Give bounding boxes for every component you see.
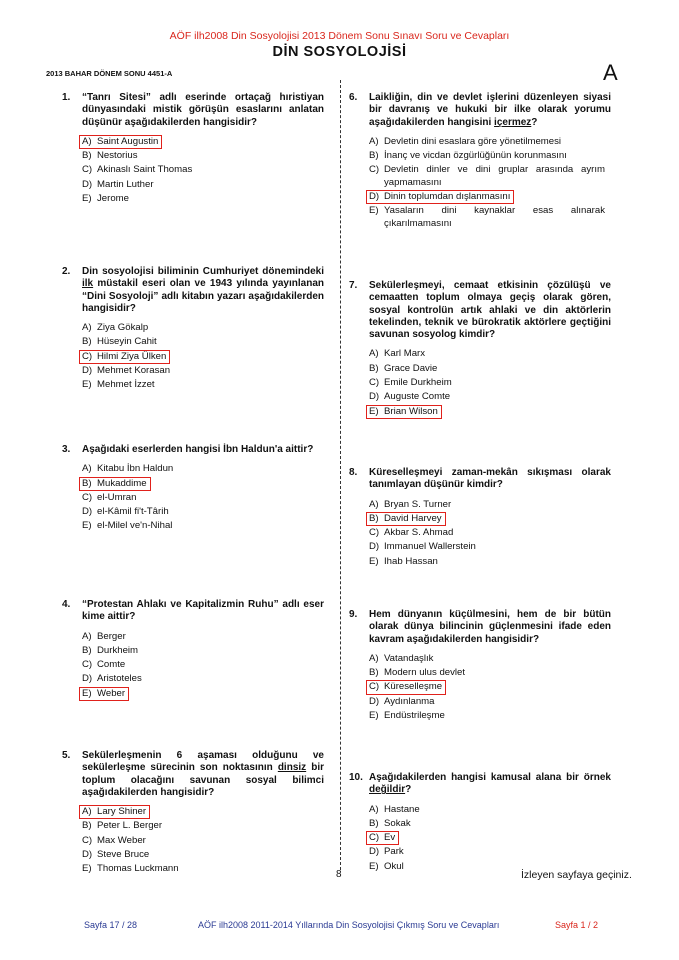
answer-option[interactable] bbox=[366, 817, 415, 831]
option-letter: E) bbox=[369, 860, 379, 872]
option-text: el-Umran bbox=[97, 491, 137, 503]
answer-option[interactable] bbox=[79, 834, 150, 848]
option-text: Karl Marx bbox=[384, 348, 426, 360]
option-letter: B) bbox=[369, 150, 379, 162]
question-3 bbox=[62, 444, 324, 534]
option-text: Hastane bbox=[384, 803, 420, 815]
question-number: 2. bbox=[62, 266, 71, 277]
answer-options bbox=[82, 805, 324, 876]
option-text: Jerome bbox=[97, 193, 129, 205]
answer-option[interactable] bbox=[79, 149, 142, 163]
option-letter: A) bbox=[82, 135, 92, 147]
stem-text: Aşağıdaki eserlerden hangisi İbn Haldun'a aittir? bbox=[82, 444, 314, 455]
answer-option[interactable] bbox=[79, 178, 158, 192]
stem-text: Sekülerleşmenin 6 aşaması olduğunu ve sekülerleşme sürecinin son noktasının bbox=[82, 750, 324, 774]
option-letter: C) bbox=[369, 164, 380, 176]
question-9 bbox=[349, 609, 611, 723]
option-text: Küreselleşme bbox=[384, 681, 443, 693]
option-letter: B) bbox=[369, 667, 379, 679]
option-text: Hüseyin Cahit bbox=[97, 336, 157, 348]
option-text: Aydınlanma bbox=[384, 695, 435, 707]
stem-keyword: içermez bbox=[494, 116, 532, 128]
answer-option[interactable] bbox=[79, 192, 133, 206]
option-letter: D) bbox=[369, 846, 380, 858]
correct-answer-option[interactable] bbox=[79, 687, 129, 701]
answer-option[interactable] bbox=[79, 644, 142, 658]
question-stem bbox=[369, 467, 611, 492]
option-text: Berger bbox=[97, 630, 126, 642]
correct-answer-option[interactable] bbox=[79, 350, 170, 364]
option-letter: C) bbox=[82, 834, 93, 846]
footer-page-left: Sayfa 17 / 28 bbox=[84, 920, 138, 930]
booklet-letter: A bbox=[603, 60, 618, 85]
option-text: Kitabu İbn Haldun bbox=[97, 463, 174, 475]
option-letter: E) bbox=[369, 405, 379, 417]
option-letter: E) bbox=[82, 379, 92, 391]
option-text: Steve Bruce bbox=[97, 849, 150, 861]
option-text: Lary Shiner bbox=[97, 806, 147, 818]
option-text: el-Milel ve'n-Nihal bbox=[97, 520, 173, 532]
answer-option[interactable] bbox=[366, 204, 609, 231]
option-letter: D) bbox=[369, 191, 380, 203]
answer-option[interactable] bbox=[366, 845, 408, 859]
option-text: Auguste Comte bbox=[384, 391, 451, 403]
answer-option[interactable] bbox=[366, 163, 609, 190]
answer-option[interactable] bbox=[79, 658, 129, 672]
stem-keyword: dinsiz bbox=[277, 762, 307, 774]
option-letter: D) bbox=[82, 849, 93, 861]
answer-option[interactable] bbox=[79, 519, 176, 533]
option-letter: C) bbox=[369, 527, 380, 539]
correct-answer-option[interactable] bbox=[79, 477, 151, 491]
option-text: Thomas Luckmann bbox=[97, 863, 179, 875]
option-text: Akbar S. Ahmad bbox=[384, 527, 454, 539]
answer-options bbox=[369, 135, 611, 231]
question-number: 5. bbox=[62, 750, 71, 761]
question-stem bbox=[82, 266, 324, 315]
stem-text: Laikliğin, din ve devlet işlerini düzenleyen siyasi bir davranış ve hukuki bir ilke olarak yorumu aşağıdakilerden hangisini bbox=[369, 92, 611, 128]
correct-answer-option[interactable] bbox=[366, 680, 446, 694]
answer-option[interactable] bbox=[79, 505, 173, 519]
answer-option[interactable] bbox=[366, 666, 469, 680]
question-stem bbox=[82, 92, 324, 129]
option-text: Mehmet İzzet bbox=[97, 379, 155, 391]
option-text: Nestorius bbox=[97, 150, 138, 162]
answer-options bbox=[369, 347, 611, 418]
stem-text: “Tanrı Sitesi” adlı eserinde ortaçağ hıristiyan dünyasındaki mistik görüşün esaslarını anlatan düşünür aşağıdakilerden hangisidir? bbox=[82, 92, 324, 128]
option-text: Weber bbox=[97, 687, 126, 699]
header-banner: AÖF ilh2008 Din Sosyolojisi 2013 Dönem Sonu Sınavı Soru ve Cevapları bbox=[169, 30, 510, 42]
stem-keyword: ilk bbox=[82, 278, 94, 290]
option-letter: B) bbox=[82, 820, 92, 832]
answer-option[interactable] bbox=[366, 526, 457, 540]
question-stem bbox=[82, 750, 324, 799]
exam-info: 2013 BAHAR DÖNEM SONU 4451-A bbox=[46, 69, 173, 78]
stem-keyword: değildir bbox=[369, 784, 406, 796]
footer-title: AÖF ilh2008 2011-2014 Yıllarında Din Sosyolojisi Çıkmış Soru ve Cevapları bbox=[198, 920, 500, 930]
answer-option[interactable] bbox=[79, 848, 153, 862]
question-4 bbox=[62, 599, 324, 701]
footer-page-right: Sayfa 1 / 2 bbox=[555, 920, 599, 930]
option-letter: A) bbox=[369, 135, 379, 147]
option-text: Ev bbox=[384, 832, 396, 844]
correct-answer-option[interactable] bbox=[366, 512, 446, 526]
correct-answer-option[interactable] bbox=[79, 135, 162, 149]
question-number: 6. bbox=[349, 92, 358, 103]
option-text: Martin Luther bbox=[97, 178, 154, 190]
answer-options bbox=[82, 462, 324, 533]
option-text: Mukaddime bbox=[97, 477, 147, 489]
answer-option[interactable] bbox=[79, 364, 174, 378]
option-letter: A) bbox=[369, 348, 379, 360]
option-text: Ihab Hassan bbox=[384, 555, 438, 567]
answer-option[interactable] bbox=[366, 695, 439, 709]
question-stem bbox=[82, 444, 324, 456]
answer-option[interactable] bbox=[79, 462, 177, 476]
answer-option[interactable] bbox=[79, 335, 161, 349]
stem-text: Hem dünyanın küçülmesini, hem de bir bütün olarak dünya bilincinin güçlenmesini ifade eden kavram aşağıdakilerden hangisidir? bbox=[369, 609, 611, 645]
next-page-note: İzleyen sayfaya geçiniz. bbox=[521, 869, 632, 881]
option-text: Okul bbox=[384, 860, 404, 872]
answer-options bbox=[82, 630, 324, 701]
option-letter: A) bbox=[369, 803, 379, 815]
question-stem bbox=[369, 280, 611, 341]
correct-answer-option[interactable] bbox=[366, 405, 442, 419]
question-number: 1. bbox=[62, 92, 71, 103]
option-text: Park bbox=[384, 846, 404, 858]
option-text: Brian Wilson bbox=[384, 405, 438, 417]
question-6 bbox=[349, 92, 611, 231]
answer-options bbox=[82, 135, 324, 206]
option-letter: B) bbox=[82, 336, 92, 348]
option-letter: A) bbox=[82, 806, 92, 818]
answer-option[interactable] bbox=[366, 498, 455, 512]
option-letter: D) bbox=[82, 673, 93, 685]
option-letter: C) bbox=[369, 681, 380, 693]
option-text: Ziya Gökalp bbox=[97, 322, 149, 334]
option-letter: D) bbox=[369, 391, 380, 403]
question-stem bbox=[82, 599, 324, 624]
option-letter: B) bbox=[82, 644, 92, 656]
option-letter: D) bbox=[369, 541, 380, 553]
option-text: Saint Augustin bbox=[97, 135, 159, 147]
question-7 bbox=[349, 280, 611, 419]
option-text: Hilmi Ziya Ülken bbox=[97, 350, 167, 362]
question-10 bbox=[349, 772, 611, 874]
answer-option[interactable] bbox=[79, 378, 159, 392]
answer-option[interactable] bbox=[79, 819, 166, 833]
option-letter: A) bbox=[82, 322, 92, 334]
option-text: Devletin dini esaslara göre yönetilmemesi bbox=[384, 135, 562, 147]
answer-option[interactable] bbox=[366, 362, 441, 376]
option-letter: A) bbox=[369, 498, 379, 510]
option-text: Durkheim bbox=[97, 644, 139, 656]
answer-option[interactable] bbox=[79, 862, 183, 876]
option-text: Akinaslı Saint Thomas bbox=[97, 164, 193, 176]
option-letter: B) bbox=[82, 150, 92, 162]
option-text: Max Weber bbox=[97, 834, 146, 846]
answer-option[interactable] bbox=[366, 347, 429, 361]
option-text: Bryan S. Turner bbox=[384, 498, 452, 510]
option-text: Dinin toplumdan dışlanmasını bbox=[384, 191, 511, 203]
option-letter: E) bbox=[82, 520, 92, 532]
option-letter: A) bbox=[82, 630, 92, 642]
question-stem bbox=[369, 92, 611, 129]
answer-option[interactable] bbox=[79, 321, 152, 335]
option-text: Peter L. Berger bbox=[97, 820, 163, 832]
question-8 bbox=[349, 467, 611, 569]
option-letter: D) bbox=[82, 178, 93, 190]
question-2 bbox=[62, 266, 324, 393]
question-5 bbox=[62, 750, 324, 877]
option-letter: E) bbox=[82, 687, 92, 699]
option-letter: B) bbox=[369, 362, 379, 374]
stem-text: Aşağıdakilerden hangisi kamusal alana bir örnek bbox=[369, 772, 611, 783]
question-1 bbox=[62, 92, 324, 206]
stem-text: Din sosyolojisi biliminin Cumhuriyet dönemindeki bbox=[82, 266, 324, 277]
option-text: Yasaların dini kaynaklar esas alınarak çıkarılmamasını bbox=[384, 205, 605, 229]
option-text: Immanuel Wallerstein bbox=[384, 541, 476, 553]
option-text: Comte bbox=[97, 659, 126, 671]
question-stem bbox=[369, 772, 611, 797]
option-text: Sokak bbox=[384, 817, 411, 829]
question-number: 10. bbox=[349, 772, 363, 783]
stem-text: “Protestan Ahlakı ve Kapitalizmin Ruhu” adlı eser kime aittir? bbox=[82, 599, 324, 623]
option-letter: D) bbox=[369, 695, 380, 707]
option-text: Vatandaşlık bbox=[384, 652, 434, 664]
answer-option[interactable] bbox=[366, 652, 437, 666]
option-letter: E) bbox=[82, 863, 92, 875]
page-number: 8 bbox=[336, 869, 342, 880]
option-letter: C) bbox=[82, 164, 93, 176]
document-title: DİN SOSYOLOJİSİ bbox=[272, 44, 407, 60]
answer-options bbox=[369, 498, 611, 569]
option-letter: A) bbox=[82, 463, 92, 475]
option-text: Endüstrileşme bbox=[384, 710, 445, 722]
option-letter: C) bbox=[82, 491, 93, 503]
option-letter: E) bbox=[369, 205, 379, 217]
option-letter: C) bbox=[369, 832, 380, 844]
option-text: Devletin dinler ve dini gruplar arasında ayrım yapmamasını bbox=[384, 164, 605, 188]
option-text: Grace Davie bbox=[384, 362, 438, 374]
option-text: el-Kâmil fi't-Târih bbox=[97, 506, 169, 518]
correct-answer-option[interactable] bbox=[366, 831, 399, 845]
answer-option[interactable] bbox=[366, 709, 449, 723]
answer-option[interactable] bbox=[366, 135, 565, 149]
answer-option[interactable] bbox=[366, 860, 408, 874]
question-number: 8. bbox=[349, 467, 358, 478]
option-letter: D) bbox=[82, 506, 93, 518]
option-text: Aristoteles bbox=[97, 673, 142, 685]
option-letter: C) bbox=[82, 350, 93, 362]
option-letter: E) bbox=[369, 555, 379, 567]
stem-text: bir toplum olacağını savunan sosyal bilimci aşağıdakilerden hangisidir? bbox=[82, 762, 325, 798]
answer-option[interactable] bbox=[366, 803, 424, 817]
option-letter: C) bbox=[82, 659, 93, 671]
answer-option[interactable] bbox=[79, 163, 196, 177]
option-text: Emile Durkheim bbox=[384, 377, 452, 389]
stem-text: Küreselleşmeyi zaman-mekân sıkışması olarak tanımlayan düşünür kimdir? bbox=[369, 467, 611, 491]
answer-option[interactable] bbox=[366, 555, 442, 569]
option-letter: B) bbox=[369, 512, 379, 524]
answer-option[interactable] bbox=[366, 376, 456, 390]
answer-options bbox=[369, 803, 611, 874]
question-number: 3. bbox=[62, 444, 71, 455]
option-text: Mehmet Korasan bbox=[97, 365, 171, 377]
option-text: İnanç ve vicdan özgürlüğünün korunmasını bbox=[384, 150, 567, 162]
question-number: 7. bbox=[349, 280, 358, 291]
answer-option[interactable] bbox=[366, 540, 480, 554]
correct-answer-option[interactable] bbox=[366, 190, 514, 204]
option-letter: A) bbox=[369, 652, 379, 664]
option-letter: C) bbox=[369, 377, 380, 389]
correct-answer-option[interactable] bbox=[79, 805, 150, 819]
answer-options bbox=[82, 321, 324, 392]
option-text: Modern ulus devlet bbox=[384, 667, 466, 679]
option-letter: B) bbox=[82, 477, 92, 489]
answer-options bbox=[369, 652, 611, 723]
answer-option[interactable] bbox=[79, 630, 130, 644]
option-letter: B) bbox=[369, 817, 379, 829]
option-text: David Harvey bbox=[384, 512, 442, 524]
question-stem bbox=[369, 609, 611, 646]
option-letter: D) bbox=[82, 365, 93, 377]
column-divider bbox=[340, 80, 341, 870]
question-number: 4. bbox=[62, 599, 71, 610]
answer-option[interactable] bbox=[366, 149, 571, 163]
stem-text: Sekülerleşmeyi, cemaat etkisinin çözülüşü ve cemaatten toplum olmaya geçiş olarak gören, sosyal kontrolün artık ahlaki ve din aktörlerin tekelinden, teknik ve bürokratik aktörlere geçtiğini savunan sosyolog kimdir? bbox=[369, 280, 611, 341]
option-letter: E) bbox=[369, 710, 379, 722]
answer-option[interactable] bbox=[366, 390, 454, 404]
question-number: 9. bbox=[349, 609, 358, 620]
stem-text: ? bbox=[405, 784, 412, 796]
stem-text: ? bbox=[531, 116, 538, 128]
answer-option[interactable] bbox=[79, 491, 140, 505]
answer-option[interactable] bbox=[79, 672, 146, 686]
stem-text: müstakil eseri olan ve 1943 yılında yayınlanan “Dini Sosyoloji” adlı kitabın yazarı aşağıdakilerden hangisidir? bbox=[82, 278, 324, 314]
option-letter: E) bbox=[82, 193, 92, 205]
